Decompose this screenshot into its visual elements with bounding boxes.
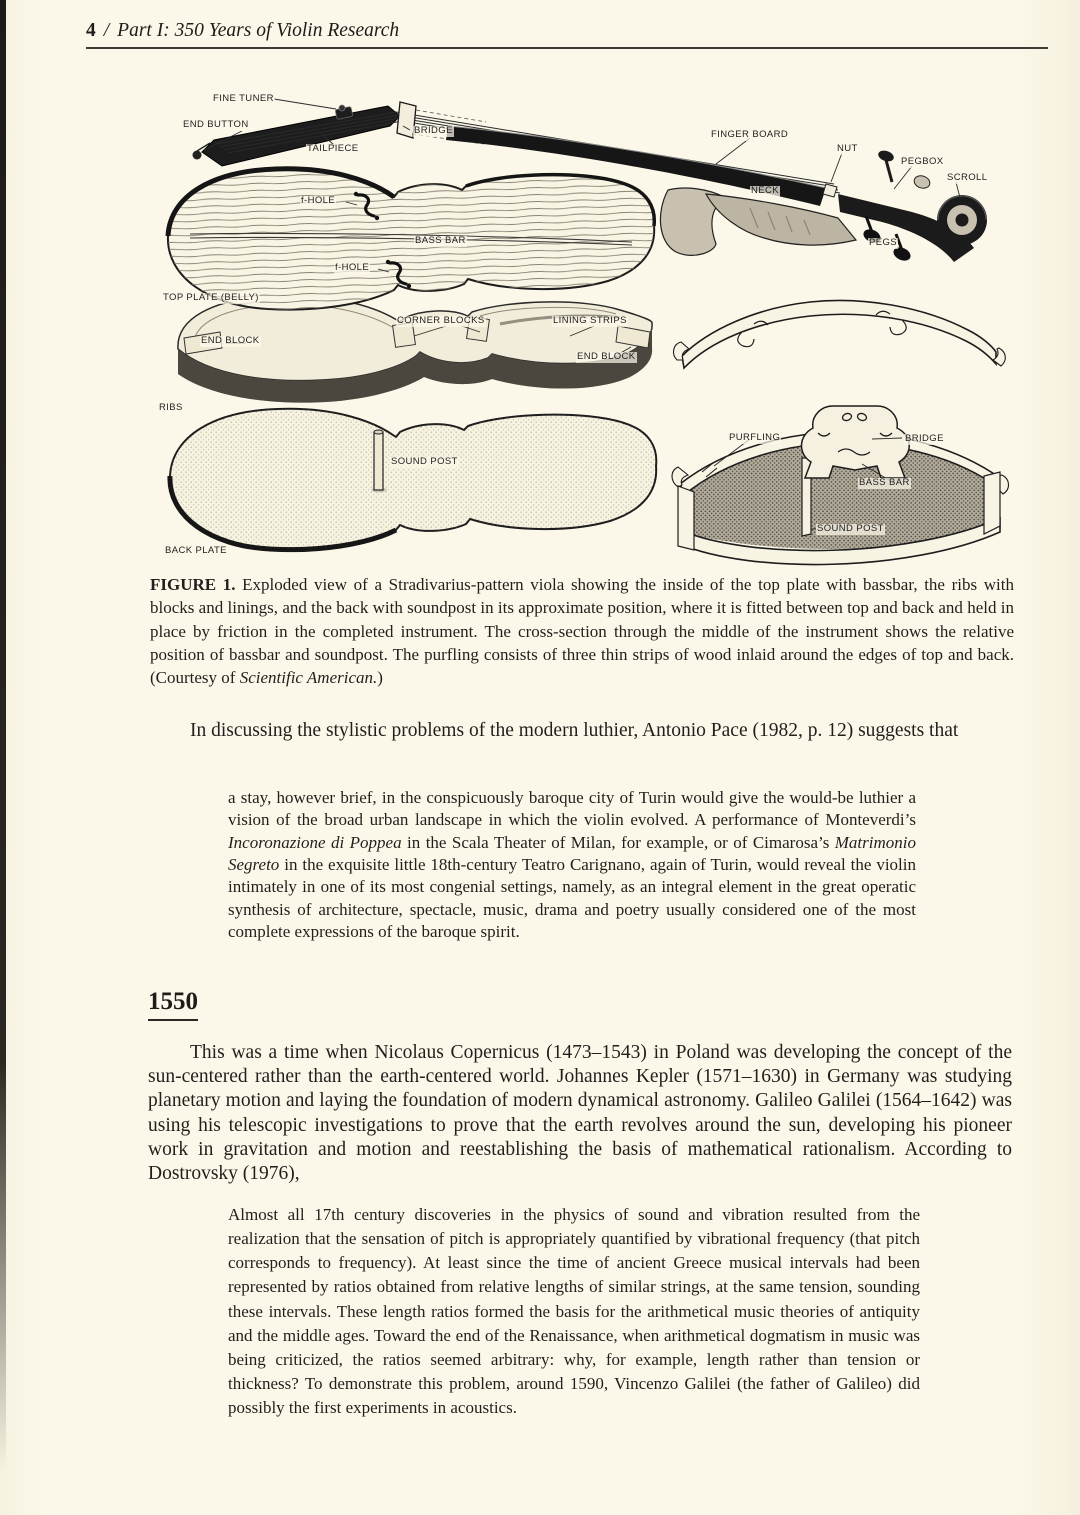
figure-1-exploded-viola (150, 86, 1010, 568)
lining-strips-label: LINING STRIPS (553, 315, 627, 326)
neck-label: NECK (751, 185, 779, 196)
back-plate-drawing (160, 402, 670, 568)
figure-caption-label: FIGURE 1. (150, 575, 236, 594)
cross-section-assembled (672, 406, 1009, 565)
section-heading-1550: 1550 (148, 988, 198, 1021)
bass-bar-top-label: BASS BAR (415, 235, 466, 246)
end-block-left-label: END BLOCK (201, 335, 260, 346)
top-plate-belly-label: TOP PLATE (BELLY) (163, 292, 259, 303)
bridge-top-label: BRIDGE (414, 125, 453, 136)
blockquote-dostrovsky: Almost all 17th century discoveries in the physics of sound and vibration resulted from the realization that the sensation of pitch is appropriately quantified by vibrational frequency (that pitch corresponds to frequency). At least since the time of ancient Greece musical intervals had been represented by ratios obtained from relative lengths of similar strings, at the same tension, sounding these intervals. These length ratios formed the basis for the arithmetical music theories of antiquity and the middle ages. Toward the end of the Renaissance, when arithmetical dogmatism in music was being criticized, the ratios seemed arbitrary: why, for example, length rather than tension or thickness? To demonstrate this problem, around 1590, Vincenzo Galilei (the father of Galileo) did possibly the first experiments in acoustics. (228, 1205, 920, 1417)
finger-board-label: FINGER BOARD (711, 129, 789, 140)
page-spine-edge (0, 0, 6, 1515)
corner-blocks-label: CORNER BLOCKS (397, 315, 485, 326)
viola-diagram (150, 86, 1010, 568)
quote1-part1: a stay, however brief, in the conspicuously baroque city of Turin would give the would-be luthier a vision of the broad urban landscape in which the violin evolved. A performance of Monteverdi’s (228, 788, 916, 830)
quote1-part3: in the exquisite little 18th-century Teatro Carignano, again of Turin, would reveal the violin intimately in one of its most congenial settings, namely, as an integral element in the great operatic synthesis of architecture, spectacle, music, drama and poetry usually considered one of the most complete expressions of the baroque spirit. (228, 855, 916, 942)
bass-bar-section-label: BASS BAR (859, 477, 910, 488)
f-hole-lower-label: f-HOLE (335, 262, 370, 273)
ribs-label: RIBS (159, 402, 183, 413)
scroll-label: SCROLL (947, 172, 988, 183)
page-number: 4 (86, 20, 96, 41)
figure-caption-close: ) (377, 668, 383, 688)
f-hole-upper-label: f-HOLE (301, 195, 336, 206)
running-header (86, 20, 399, 42)
header-separator: / (103, 20, 110, 41)
nut-label: NUT (837, 143, 858, 154)
ribs-drawing (178, 296, 652, 403)
quote1-opera-title-1: Incoronazione di Poppea (228, 832, 402, 852)
end-button-label: END BUTTON (183, 119, 249, 130)
blockquote-pace (228, 787, 916, 943)
tailpiece-label: TAILPIECE (307, 143, 359, 154)
end-block-right-label: END BLOCK (577, 351, 636, 362)
back-plate-label: BACK PLATE (165, 545, 227, 556)
figure-caption (150, 573, 1014, 689)
pegs-label: PEGS (869, 237, 897, 248)
sound-post-section-label: SOUND POST (817, 523, 884, 534)
paragraph-luthier: In discussing the stylistic problems of the modern luthier, Antonio Pace (1982, p. 12) suggests that (190, 720, 959, 741)
quote1-opera-title-2: Matrimonio Segreto (228, 832, 916, 875)
bridge-section-label: BRIDGE (905, 433, 944, 444)
cross-section-top-plate (674, 300, 1006, 368)
header-rule (86, 47, 1048, 49)
fine-tuner-label: FINE TUNER (213, 93, 274, 104)
pegbox-label: PEGBOX (901, 156, 944, 167)
figure-caption-body: Exploded view of a Stradivarius-pattern viola showing the inside of the top plate with bassbar, the ribs with blocks and linings, and the back with soundpost in its approximate position, where it is fitted between top and back and held in place by friction in the completed instrument. The cross-section through the middle of the instrument shows the relative position of bassbar and soundpost. The purfling consists of three thin strips of wood inlaid around the edges of top and back. (Courtesy of (150, 575, 1014, 688)
paragraph-1550: This was a time when Nicolaus Copernicus (1473–1543) in Poland was developing the concept of the sun-centered rather than the earth-centered world. Johannes Kepler (1571–1630) in Germany was studying planetary motion and laying the foundation of modern dynamical astronomy. Galileo Galilei (1564–1642) was using his telescopic investigations to prove that the earth revolves around the sun, developing his pioneer work in gravitation and motion and reestablishing the basis of mathematical rationalism. According to Dostrovsky (1976), (148, 1042, 1012, 1184)
figure-caption-source: Scientific American. (239, 668, 378, 688)
purfling-label: PURFLING (729, 432, 781, 443)
quote1-part2: in the Scala Theater of Milan, for example, or of Cimarosa’s (401, 832, 835, 852)
part-title: Part I: 350 Years of Violin Research (117, 20, 400, 41)
sound-post-back-label: SOUND POST (391, 456, 458, 467)
